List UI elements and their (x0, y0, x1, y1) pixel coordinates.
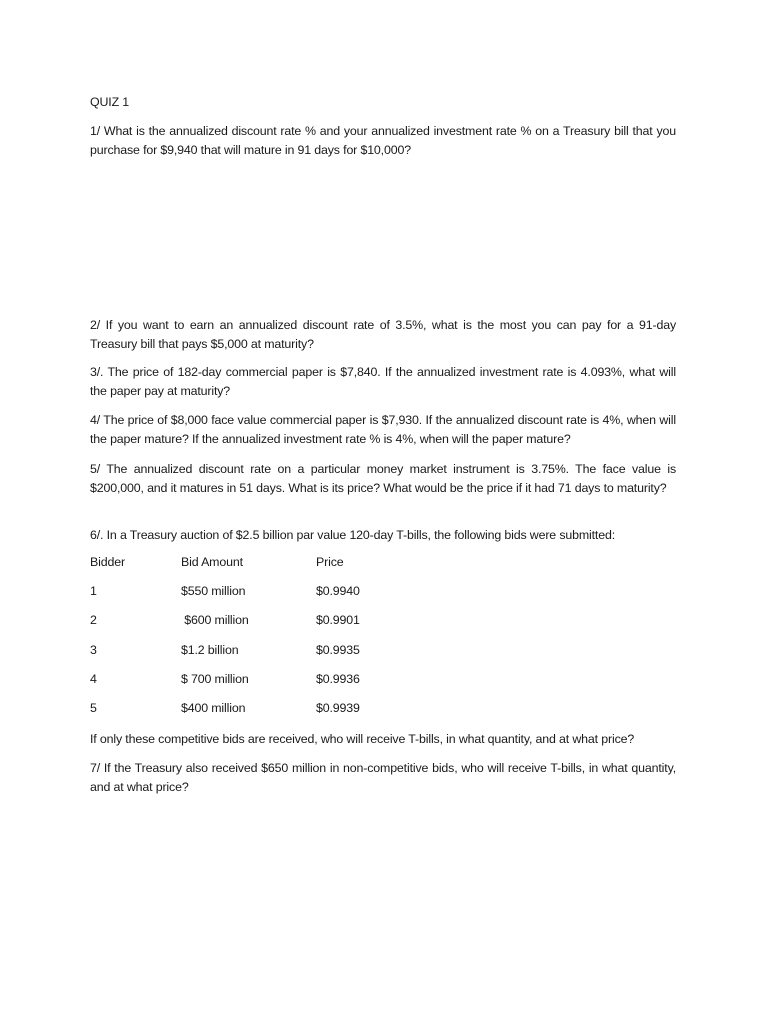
bidder-cell: 3 (90, 643, 97, 657)
bidder-cell: 5 (90, 701, 97, 715)
price-cell: $0.9939 (316, 701, 360, 715)
question-2: 2/ If you want to earn an annualized discount rate of 3.5%, what is the most you can pay for a 91-day Treasury bill that pays $5,000 at maturity? (90, 318, 676, 351)
question-7: 7/ If the Treasury also received $650 million in non-competitive bids, who will receive T-bills, in what quantity, and at what price? (90, 761, 676, 794)
table-row (90, 584, 490, 602)
price-cell: $0.9936 (316, 672, 360, 686)
bid-amount-cell: $400 million (181, 701, 246, 715)
bid-amount-cell: $550 million (181, 584, 246, 598)
bid-amount-cell: $1.2 billion (181, 643, 239, 657)
table-row (90, 701, 490, 719)
question-4: 4/ The price of $8,000 face value commercial paper is $7,930. If the annualized discount rate is 4%, when will the paper mature? If the annualized investment rate % is 4%, when will the paper mature? (90, 413, 676, 446)
bidder-cell: 1 (90, 584, 97, 598)
question-1: 1/ What is the annualized discount rate % and your annualized investment rate % on a Treasury bill that you purchase for $9,940 that will mature in 91 days for $10,000? (90, 124, 676, 157)
bid-amount-cell: $ 700 million (181, 672, 249, 686)
price-cell: $0.9901 (316, 613, 360, 627)
table-row (90, 613, 490, 631)
question-3: 3/. The price of 182-day commercial paper is $7,840. If the annualized investment rate is 4.093%, what will the paper pay at maturity? (90, 365, 676, 398)
table-row (90, 672, 490, 690)
bidder-cell: 4 (90, 672, 97, 686)
bidder-cell: 2 (90, 613, 97, 627)
table-row (90, 643, 490, 661)
bids-table-header (90, 555, 490, 573)
header-bid-amount: Bid Amount (181, 555, 243, 569)
question-6: 6/. In a Treasury auction of $2.5 billion par value 120-day T-bills, the following bids were submitted: (90, 528, 615, 542)
header-price: Price (316, 555, 344, 569)
question-6-followup: If only these competitive bids are received, who will receive T-bills, in what quantity, and at what price? (90, 732, 635, 746)
header-bidder: Bidder (90, 555, 125, 569)
question-5: 5/ The annualized discount rate on a particular money market instrument is 3.75%. The face value is $200,000, and it matures in 51 days. What is its price? What would be the price if it had 71 days to maturity? (90, 462, 676, 495)
price-cell: $0.9935 (316, 643, 360, 657)
bid-amount-cell: $600 million (181, 613, 249, 627)
quiz-title: QUIZ 1 (90, 95, 130, 109)
price-cell: $0.9940 (316, 584, 360, 598)
